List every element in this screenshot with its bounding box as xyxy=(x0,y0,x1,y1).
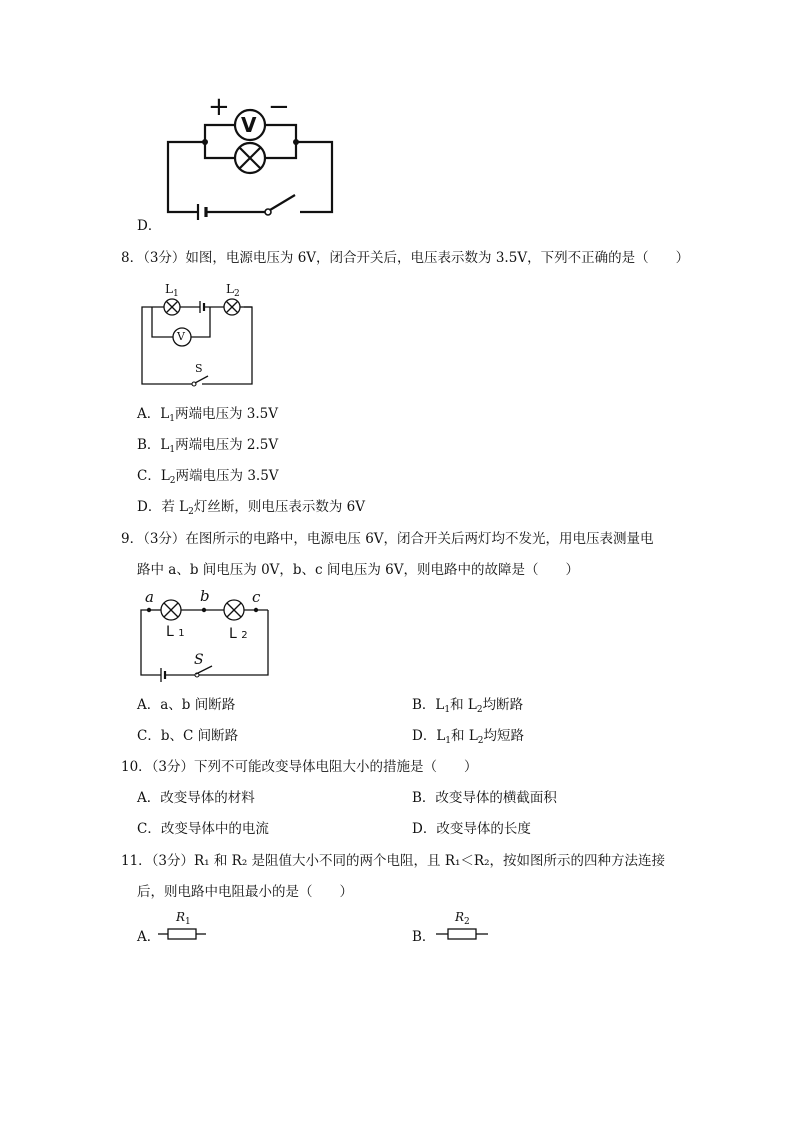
q9-option-c: C．b、C 间断路 xyxy=(137,728,239,744)
q8-lamp2-letter: L xyxy=(226,282,234,296)
q8-option-d-text: 灯丝断，则电压表示数为 6V xyxy=(193,499,365,515)
q9-stem-line1: 9．（3分）在图所示的电路中，电源电压 6V，闭合开关后两灯均不发光，用电压表测量电 xyxy=(121,531,654,547)
q10-stem: 10．（3分）下列不可能改变导体电阻大小的措施是（ ） xyxy=(121,759,478,775)
q7-lamp-wire-right xyxy=(265,142,296,158)
q8-option-c xyxy=(137,467,279,485)
q9-figure xyxy=(136,587,276,682)
q8-stem: 8．（3分）如图，电源电压为 6V，闭合开关后，电压表示数为 3.5V，下列不正确的是（ ） xyxy=(121,250,690,266)
q8-option-b xyxy=(137,436,278,454)
q8-option-b-prefix: B．L xyxy=(137,437,170,453)
q9-lamp1-letter: L xyxy=(166,624,174,640)
q7-option-d: D． xyxy=(137,218,162,234)
q9-option-b-sub2: 2 xyxy=(476,705,483,715)
q7-plus-sign: + xyxy=(208,92,230,122)
q8-switch-blade xyxy=(195,376,208,383)
q8-option-c-text: 两端电压为 3.5V xyxy=(175,468,279,484)
q11-option-b-figure xyxy=(436,908,492,942)
q8-option-c-prefix: C．L xyxy=(137,468,170,484)
q11-r2-letter: R xyxy=(455,910,465,924)
q11-r1-label xyxy=(176,910,191,927)
q8-option-a-sub: 1 xyxy=(169,414,175,424)
q9-wire-left xyxy=(141,610,161,675)
q9-option-d-sub1: 1 xyxy=(445,736,452,746)
q9-option-b xyxy=(412,696,523,714)
q8-voltmeter-label: V xyxy=(177,330,185,343)
q7-wire-right xyxy=(296,142,332,212)
q9-lamp2-label xyxy=(229,626,248,642)
q11-option-b: B． xyxy=(412,929,436,945)
q10-option-b: B．改变导体的横截面积 xyxy=(412,790,557,806)
q11-r2-label xyxy=(455,910,470,927)
q8-lamp1-letter: L xyxy=(165,282,173,296)
q9-lamp1-sub: 1 xyxy=(178,628,185,639)
q9-option-b-sub1: 1 xyxy=(444,705,451,715)
q9-option-b-prefix: B．L xyxy=(412,697,445,713)
q9-stem-line2: 路中 a、b 间电压为 0V，b、c 间电压为 6V，则电路中的故障是（ ） xyxy=(137,562,580,578)
q8-option-d xyxy=(137,498,365,516)
q9-option-d-text: 均短路 xyxy=(483,728,525,744)
q9-option-b-text: 均断路 xyxy=(482,697,524,713)
q7-voltmeter-wire-right xyxy=(265,125,296,142)
q8-option-a-prefix: A．L xyxy=(137,406,170,422)
q8-option-a-text: 两端电压为 3.5V xyxy=(174,406,278,422)
q9-lamp1-label xyxy=(166,624,185,640)
q9-option-a: A．a、b 间断路 xyxy=(137,697,236,713)
q9-option-d xyxy=(412,727,524,745)
q9-switch-label: S xyxy=(194,652,204,668)
q8-switch-label: S xyxy=(195,362,203,375)
q11-stem-line2: 后，则电路中电阻最小的是（ ） xyxy=(137,884,353,900)
q11-r1-sub: 1 xyxy=(185,917,191,927)
q11-r2-resistor-icon xyxy=(448,929,476,939)
q8-lamp2-sub: 2 xyxy=(233,289,240,299)
q9-point-b-label: b xyxy=(200,587,210,605)
q10-option-c: C．改变导体中的电流 xyxy=(137,821,269,837)
q9-option-d-mid: 和 L xyxy=(451,728,478,744)
q8-option-a xyxy=(137,405,278,423)
q9-lamp2-letter: L xyxy=(229,626,237,642)
q9-option-d-sub2: 2 xyxy=(477,736,484,746)
q11-option-a: A． xyxy=(137,929,161,945)
q8-lamp1-sub: 1 xyxy=(172,289,179,299)
q9-option-d-prefix: D．L xyxy=(412,728,446,744)
q11-r1-resistor-icon xyxy=(168,929,196,939)
q11-stem-line1: 11．（3分）R₁ 和 R₂ 是阻值大小不同的两个电阻，且 R₁＜R₂，按如图所示的四种方法连接 xyxy=(121,853,665,869)
q7-wire-left xyxy=(168,142,205,212)
q8-option-d-prefix: D．若 L xyxy=(137,499,189,515)
q10-option-d: D．改变导体的长度 xyxy=(412,821,531,837)
q8-option-d-sub: 2 xyxy=(188,507,194,517)
q7-lamp-wire-left xyxy=(205,142,235,158)
q9-point-c-label: c xyxy=(252,588,261,606)
q8-lamp2-label xyxy=(226,282,240,299)
q9-lamp2-sub: 2 xyxy=(241,630,248,641)
q9-point-a-label: a xyxy=(145,588,154,606)
q10-option-a: A．改变导体的材料 xyxy=(137,790,255,806)
q8-option-b-sub: 1 xyxy=(169,445,176,455)
q7-switch-blade xyxy=(270,195,295,210)
q11-option-a-figure xyxy=(158,908,210,942)
q11-r2-sub: 2 xyxy=(464,917,470,927)
q8-option-b-text: 两端电压为 2.5V xyxy=(175,437,279,453)
q8-option-c-sub: 2 xyxy=(169,476,176,486)
q7-option-d-figure xyxy=(160,92,350,225)
q8-lamp1-label xyxy=(165,282,179,299)
q7-minus-sign: − xyxy=(268,92,290,122)
q7-voltmeter-wire-left xyxy=(205,125,235,142)
q11-r1-letter: R xyxy=(176,910,186,924)
q7-voltmeter-label: V xyxy=(241,113,257,137)
q8-figure xyxy=(140,280,260,390)
q9-option-b-mid: 和 L xyxy=(450,697,477,713)
